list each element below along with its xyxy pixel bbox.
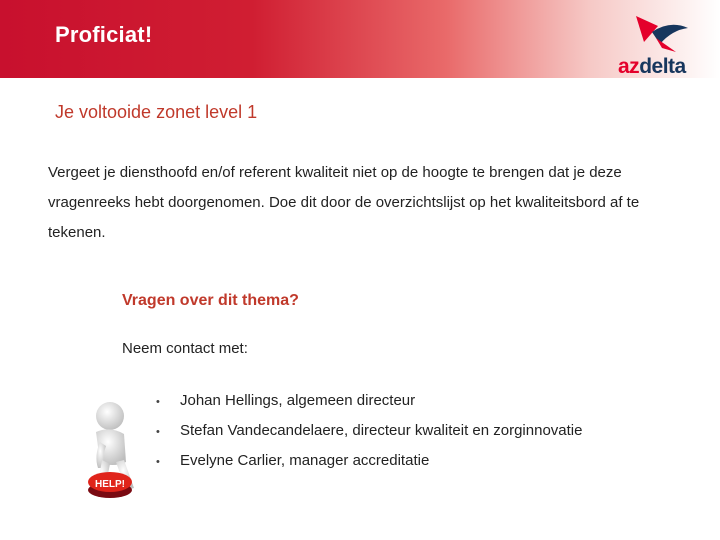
contact-list (150, 386, 582, 476)
bullet-icon: • (156, 456, 160, 468)
help-button-figure-icon (72, 398, 162, 508)
bullet-icon: • (156, 396, 160, 408)
contact-name: Johan Hellings, algemeen directeur (180, 392, 416, 409)
azdelta-logo (614, 12, 714, 78)
logo-mark-icon (632, 12, 692, 54)
list-item (150, 416, 582, 446)
questions-heading: Vragen over dit thema? (122, 292, 299, 309)
list-item (150, 446, 582, 476)
contact-name: Stefan Vandecandelaere, directeur kwaliteit en zorginnovatie (180, 422, 583, 439)
instruction-paragraph: Vergeet je diensthoofd en/of referent kwaliteit niet op de hoogte te brengen dat je deze vragenreeks hebt doorgenomen. Doe dit door de overzichtslijst op het kwaliteitsbord af te tekenen. (48, 164, 640, 241)
logo-wordmark (618, 56, 686, 78)
bullet-icon: • (156, 426, 160, 438)
logo-wordmark-delta: delta (639, 55, 686, 78)
subtitle: Je voltooide zonet level 1 (55, 102, 258, 122)
title-banner (0, 0, 720, 78)
contact-intro: Neem contact met: (122, 340, 248, 357)
slide-title: Proficiat! (55, 22, 153, 47)
list-item (150, 386, 582, 416)
help-button-label: HELP! (95, 479, 125, 490)
contact-name: Evelyne Carlier, manager accreditatie (180, 452, 430, 469)
logo-wordmark-az: az (618, 55, 640, 78)
